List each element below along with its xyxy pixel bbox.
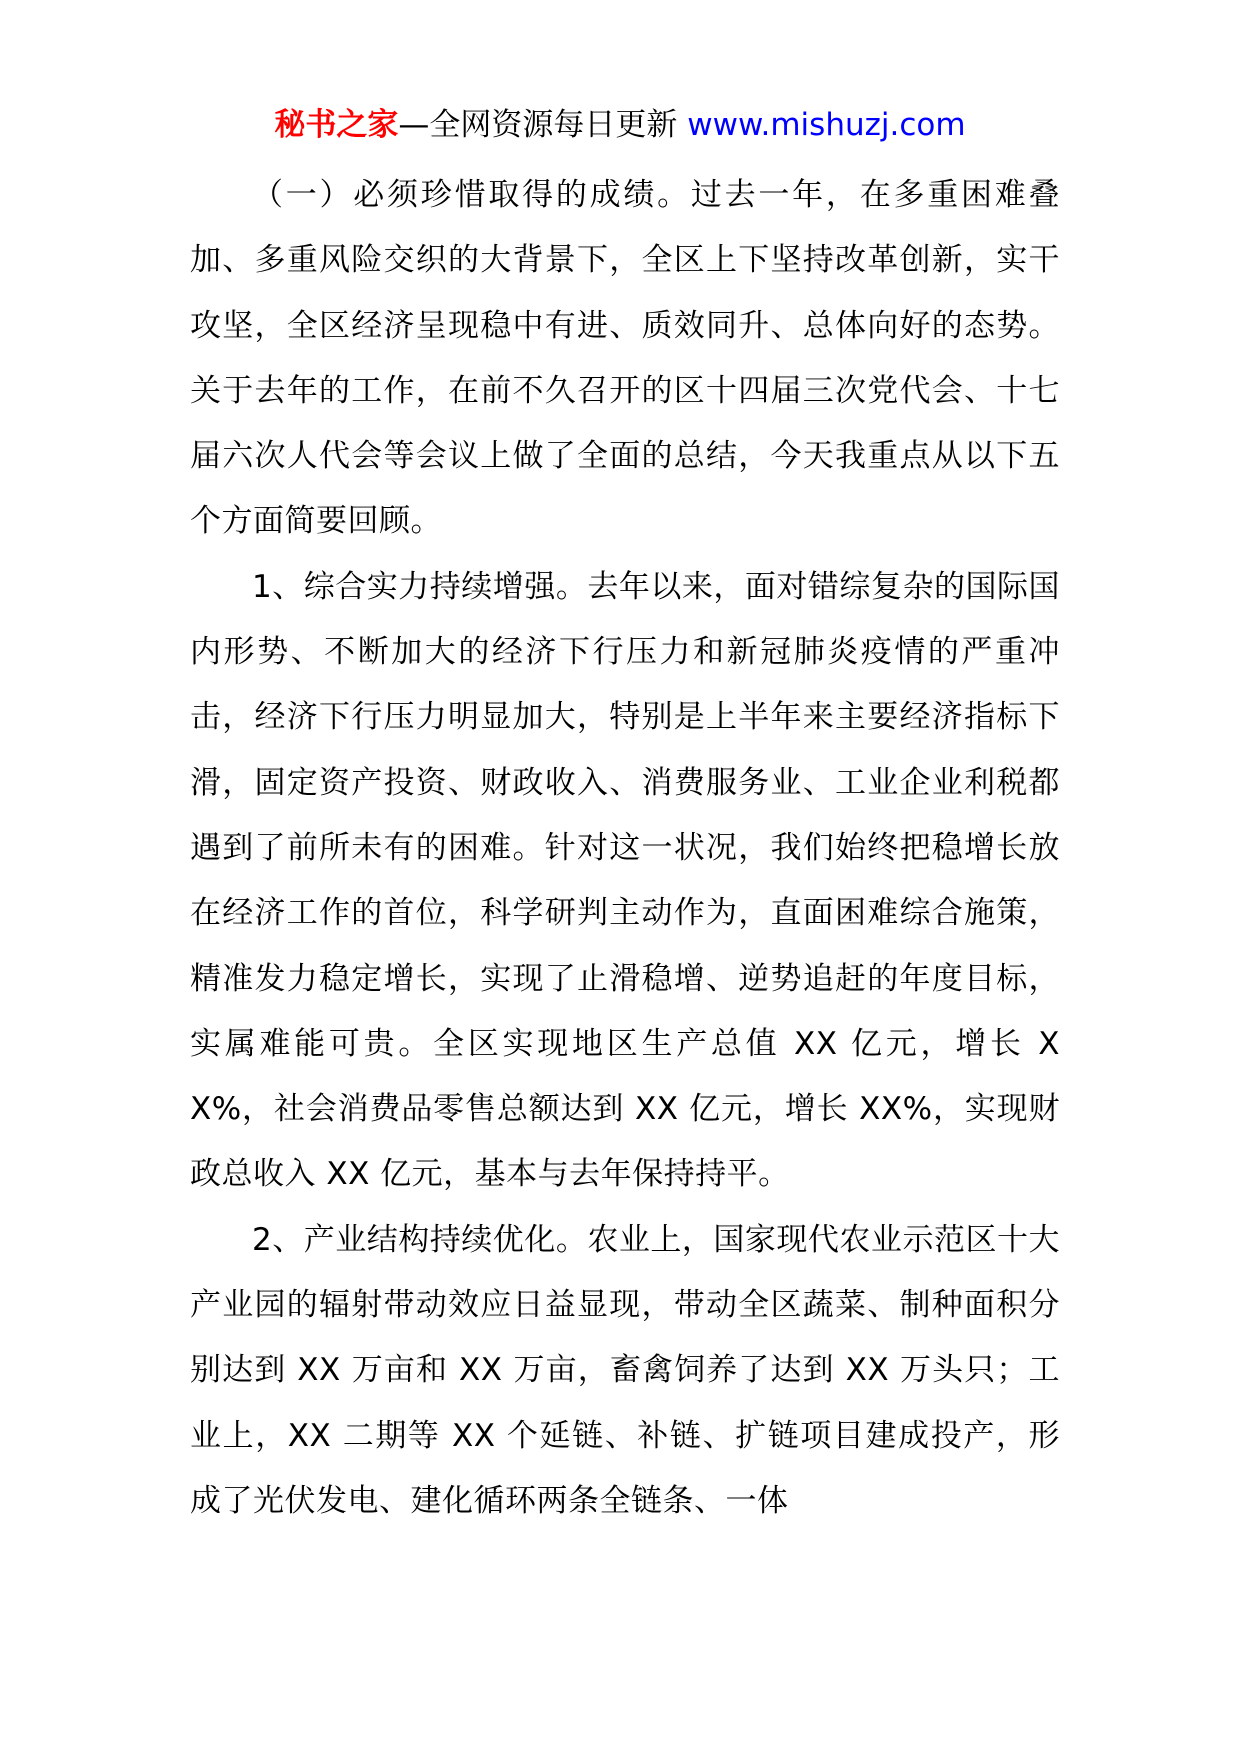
header-tagline: —全网资源每日更新 [398, 107, 688, 143]
paragraph-strength: 1、综合实力持续增强。去年以来，面对错综复杂的国际国内形势、不断加大的经济下行压力和新冠肺炎疫情的严重冲击，经济下行压力明显加大，特别是上半年来主要经济指标下滑，固定资产投资、财政收入、消费服务业、工业企业利税都遇到了前所未有的困难。针对这一状况，我们始终把稳增长放在经济工作的首位，科学研判主动作为，直面困难综合施策，精准发力稳定增长，实现了止滑稳增、逆势追赶的年度目标，实属难能可贵。全区实现地区生产总值 XX 亿元，增长 XX%，社会消费品零售总额达到 XX 亿元，增长 XX%，实现财政总收入 XX 亿元，基本与去年保持持平。 [190, 568, 1060, 1193]
document-body [190, 163, 1060, 1534]
paragraph-structure: 2、产业结构持续优化。农业上，国家现代农业示范区十大产业园的辐射带动效应日益显现，带动全区蔬菜、制种面积分别达到 XX 万亩和 XX 万亩，畜禽饲养了达到 XX 万头只；工业上，XX 二期等 XX 个延链、补链、扩链项目建成投产，形成了光伏发电、建化循环两条全链条、一体 [190, 1221, 1060, 1519]
paragraph-achievements: （一）必须珍惜取得的成绩。过去一年，在多重困难叠加、多重风险交织的大背景下，全区上下坚持改革创新，实干攻坚，全区经济呈现稳中有进、质效同升、总体向好的态势。关于去年的工作，在前不久召开的区十四届三次党代会、十七届六次人代会等会议上做了全面的总结，今天我重点从以下五个方面简要回顾。 [190, 177, 1060, 540]
page-header [0, 102, 1240, 148]
header-brand: 秘书之家 [274, 107, 399, 143]
header-url-link[interactable]: www.mishuzj.com [687, 107, 966, 143]
